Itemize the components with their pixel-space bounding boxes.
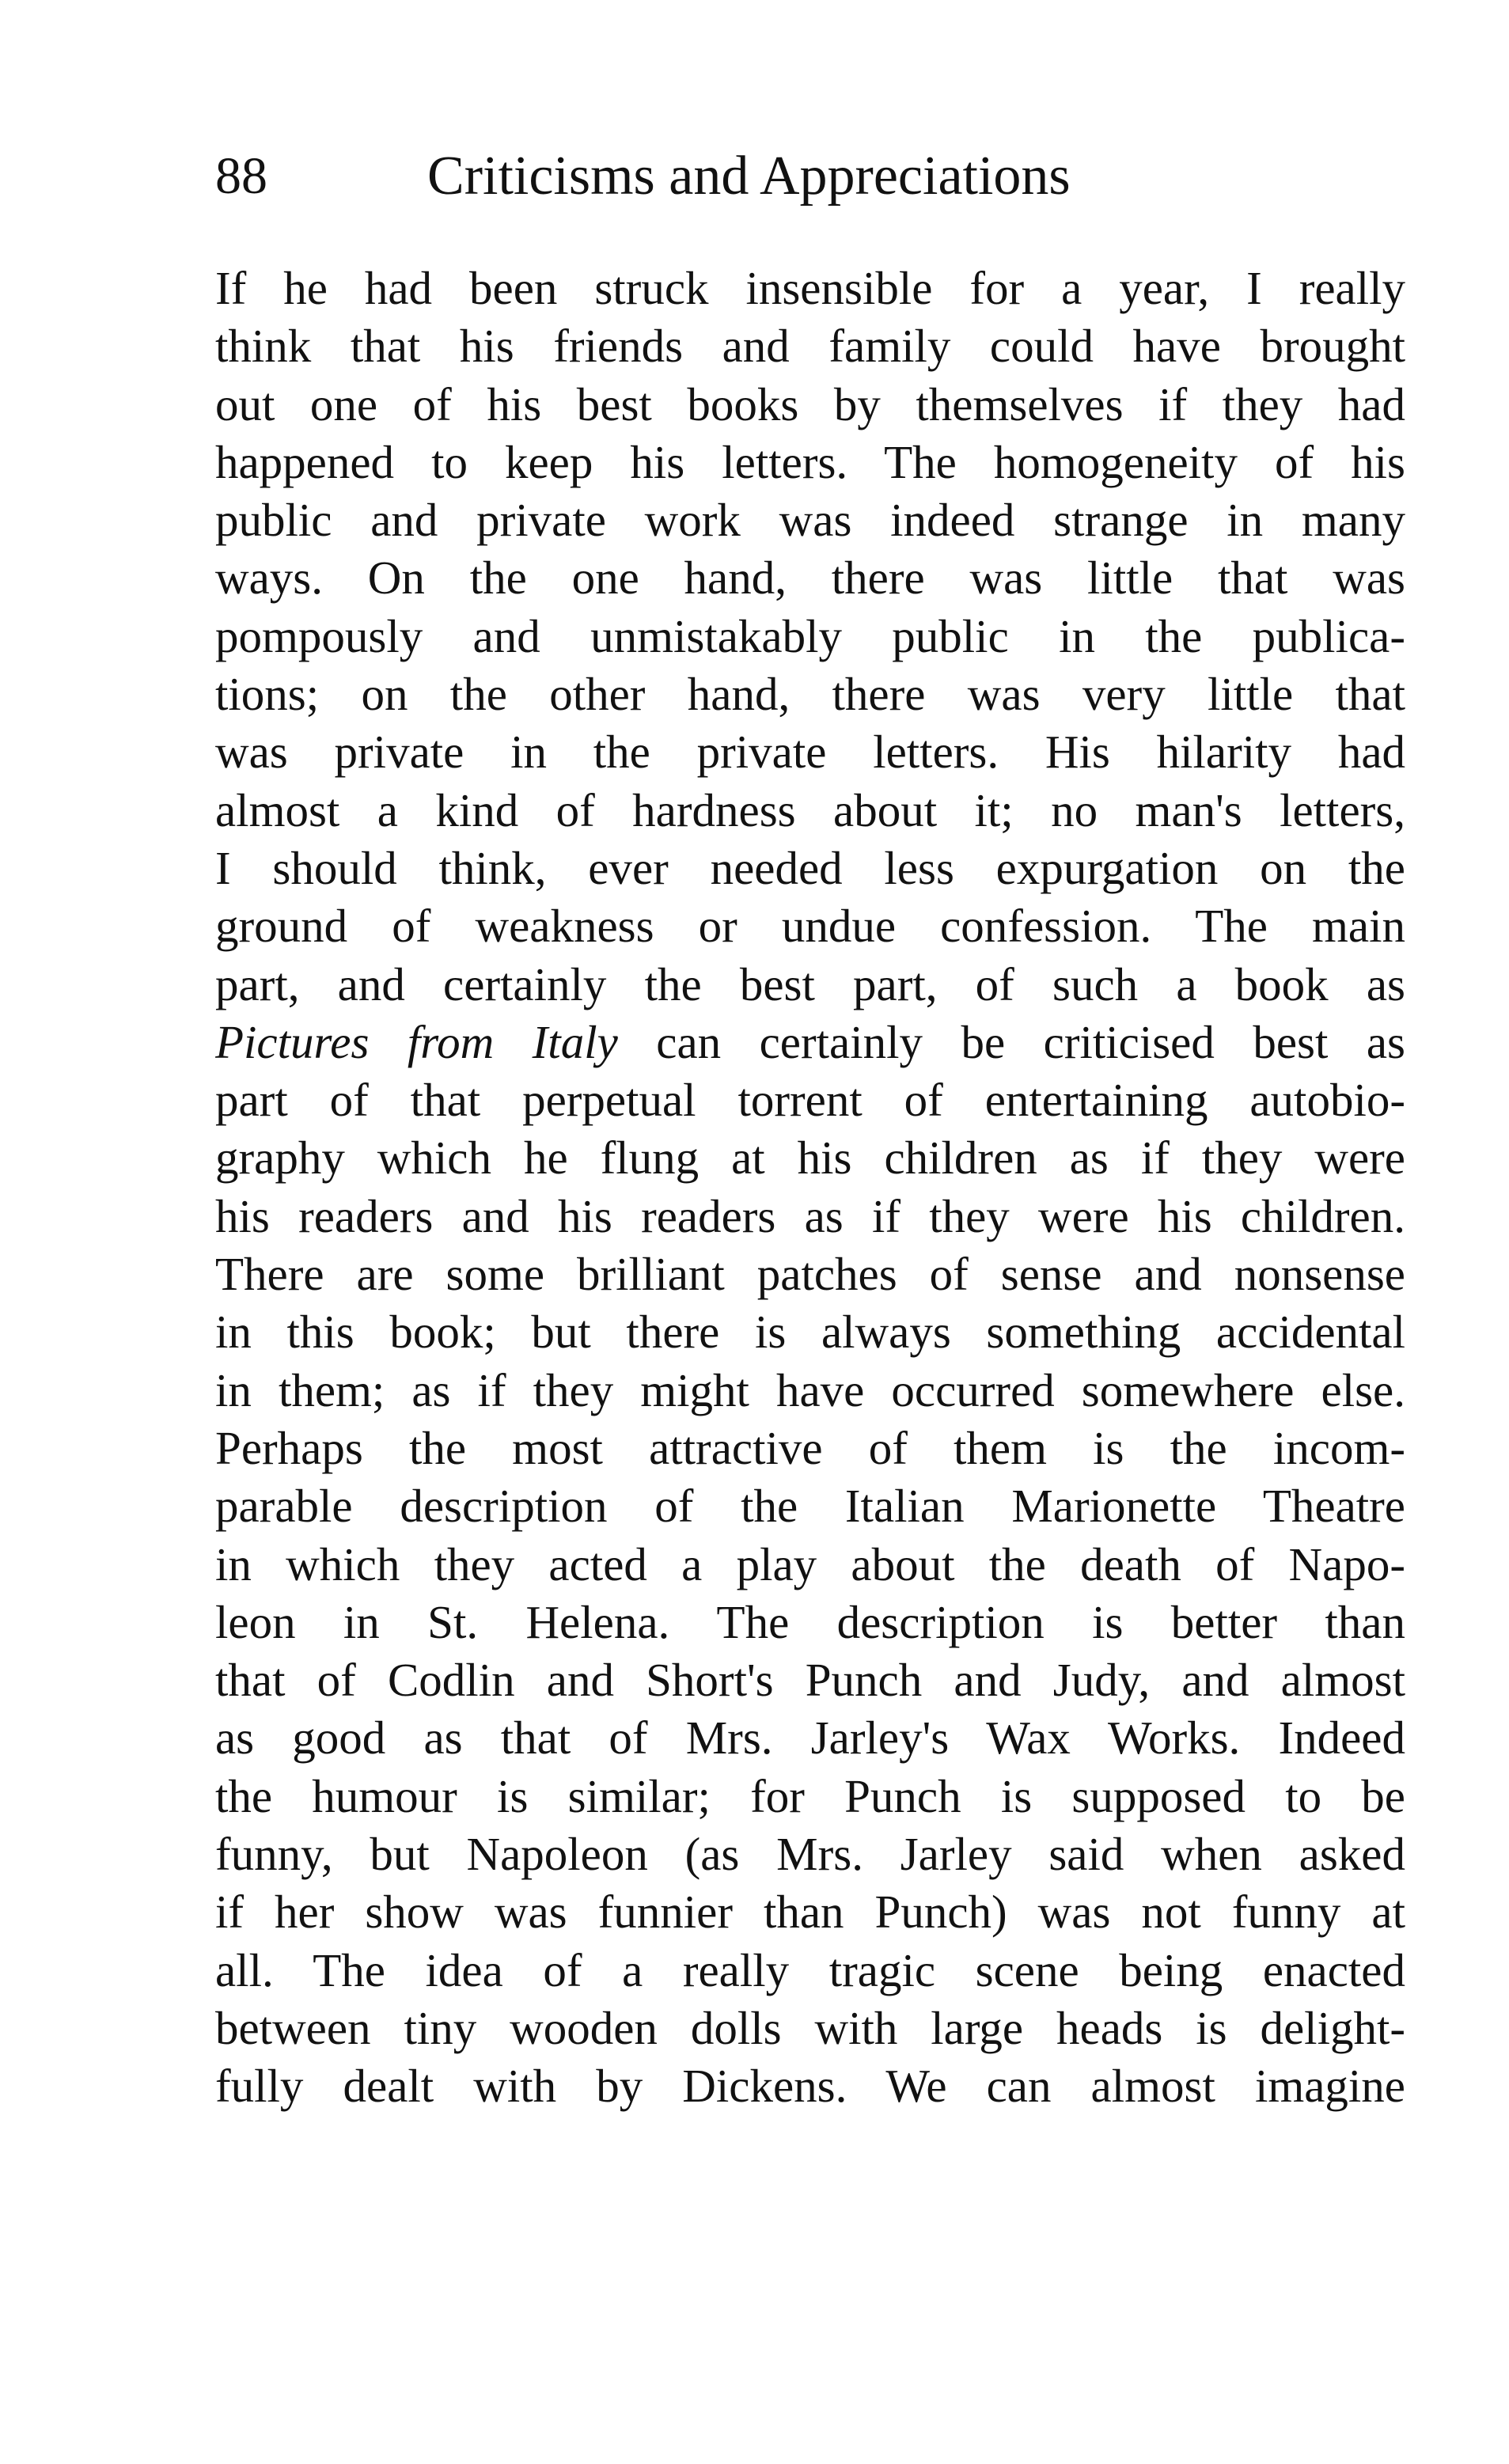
- text-line: all. The idea of a really tragic scene being enacted: [215, 1943, 1405, 1996]
- text-line: Perhaps the most attractive of them is the incom-: [215, 1421, 1405, 1474]
- text-line: part, and certainly the best part, of such a book as: [215, 957, 1405, 1010]
- text-line: public and private work was indeed strange in many: [215, 494, 1405, 547]
- text-line: think that his friends and family could have brought: [215, 320, 1405, 373]
- text-line: in them; as if they might have occurred somewhere else.: [215, 1363, 1405, 1416]
- text-line: fully dealt with by Dickens. We can almost imagine: [215, 2060, 1405, 2113]
- text-line: almost a kind of hardness about it; no man's letters,: [215, 783, 1405, 836]
- text-line: if her show was funnier than Punch) was not funny at: [215, 1886, 1405, 1939]
- text-line: that of Codlin and Short's Punch and Judy, and almost: [215, 1654, 1405, 1707]
- text-line: graphy which he flung at his children as if they were: [215, 1132, 1405, 1185]
- text-line: was private in the private letters. His hilarity had: [215, 726, 1405, 779]
- body-text: [215, 260, 1405, 2116]
- running-head: [215, 141, 1405, 212]
- text-line: part of that perpetual torrent of entertaining autobio-: [215, 1074, 1405, 1127]
- text-line: tions; on the other hand, there was very little that: [215, 668, 1405, 721]
- text-line: in this book; but there is always something accidental: [215, 1306, 1405, 1359]
- text-line: ground of weakness or undue confession. The main: [215, 900, 1405, 953]
- text-line: his readers and his readers as if they were his children.: [215, 1189, 1405, 1242]
- text-line: I should think, ever needed less expurgation on the: [215, 841, 1405, 894]
- text-line: ways. On the one hand, there was little that was: [215, 552, 1405, 605]
- text-line: out one of his best books by themselves if they had: [215, 377, 1405, 430]
- text-line: parable description of the Italian Marionette Theatre: [215, 1480, 1405, 1533]
- text-line: funny, but Napoleon (as Mrs. Jarley said when asked: [215, 1828, 1405, 1881]
- text-line: leon in St. Helena. The description is better than: [215, 1595, 1405, 1648]
- text-line: There are some brilliant patches of sense and nonsense: [215, 1248, 1405, 1301]
- running-title: Criticisms and Appreciations: [427, 146, 1071, 207]
- book-title: Pictures from Italy: [215, 1015, 618, 1068]
- text-line: pompously and unmistakably public in the publica-: [215, 609, 1405, 662]
- text-line: happened to keep his letters. The homogeneity of his: [215, 435, 1405, 488]
- text-line: If he had been struck insensible for a year, I really: [215, 262, 1405, 314]
- text-line-with-book-title: [215, 1014, 1405, 1071]
- page-number: 88: [215, 147, 267, 205]
- text-line: in which they acted a play about the death of Napo-: [215, 1537, 1405, 1590]
- text-line: the humour is similar; for Punch is supposed to be: [215, 1769, 1405, 1822]
- text-line: as good as that of Mrs. Jarley's Wax Works. Indeed: [215, 1712, 1405, 1765]
- text-line-rest: can certainly be criticised best as: [617, 1015, 1405, 1068]
- text-line: between tiny wooden dolls with large heads is delight-: [215, 2001, 1405, 2054]
